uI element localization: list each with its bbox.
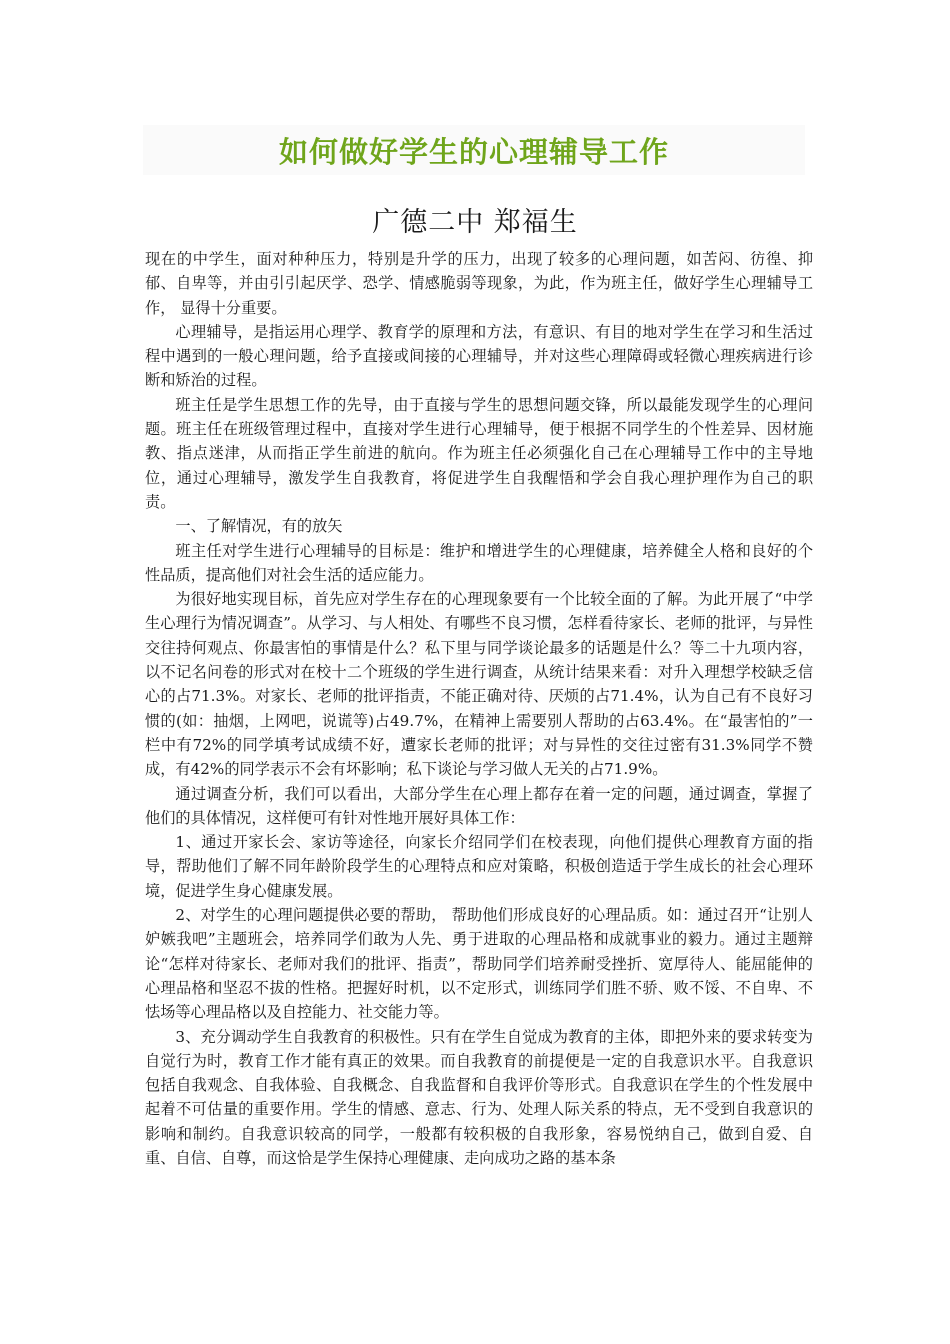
document-body (145, 247, 813, 1170)
paragraph: 3、充分调动学生自我教育的积极性。只有在学生自觉成为教育的主体，即把外来的要求转变为自觉行为时，教育工作才能有真正的效果。而自我教育的前提便是一定的自我意识水平。自我意识包括自我观念、自我体验、自我概念、自我监督和自我评价等形式。自我意识在学生的个性发展中起着不可估量的重要作用。学生的情感、意志、行为、处理人际关系的特点，无不受到自我意识的影响和制约。自我意识较高的同学，一般都有较积极的自我形象，容易悦纳自己，做到自爱、自重、自信、自尊，而这恰是学生保持心理健康、走向成功之路的基本条 (145, 1027, 813, 1167)
paragraph: 现在的中学生，面对种种压力，特别是升学的压力，出现了较多的心理问题，如苦闷、彷徨、抑郁、自卑等，并由引引起厌学、恐学、情感脆弱等现象，为此，作为班主任，做好学生心理辅导工作， 显得十分重要。 (145, 250, 813, 317)
paragraph: 为很好地实现目标，首先应对学生存在的心理现象要有一个比较全面的了解。为此开展了“中学生心理行为情况调查”。从学习、与人相处、有哪些不良习惯，怎样看待家长、老师的批评，与异性交往持何观点、你最害怕的事情是什么？私下里与同学谈论最多的话题是什么？等二十九项内容，以不记名问卷的形式对在校十二个班级的学生进行调查，从统计结果来看：对升入理想学校缺乏信心的占71.3%。对家长、老师的批评指责，不能正确对待、厌烦的占71.4%，认为自己有不良好习惯的(如：抽烟，上网吧，说谎等)占49.7%，在精神上需要别人帮助的占63.4%。在“最害怕的”一栏中有72%的同学填考试成绩不好，遭家长老师的批评；对与异性的交往过密有31.3%同学不赞成，有42%的同学表示不会有坏影响；私下谈论与学习做人无关的占71.9%。 (145, 590, 813, 779)
paragraph: 2、对学生的心理问题提供必要的帮助， 帮助他们形成良好的心理品质。如：通过召开“让别人妒嫉我吧”主题班会，培养同学们敢为人先、勇于进取的心理品格和成就事业的毅力。通过主题辩论“怎样对待家长、老师对我们的批评、指责”，帮助同学们培养耐受挫折、宽厚待人、能屈能伸的心理品格和坚忍不拔的性格。把握好时机，以不定形式，训练同学们胜不骄、败不馁、不自卑、不怯场等心理品格以及自控能力、社交能力等。 (145, 906, 813, 1022)
title-band (143, 125, 805, 175)
author-line: 广德二中 郑福生 (372, 207, 578, 238)
paragraph: 通过调查分析，我们可以看出，大部分学生在心理上都存在着一定的问题，通过调查，掌握了他们的具体情况，这样便可有针对性地开展好具体工作： (145, 784, 813, 827)
paragraph: 心理辅导，是指运用心理学、教育学的原理和方法，有意识、有目的地对学生在学习和生活过程中遇到的一般心理问题，给予直接或间接的心理辅导，并对这些心理障碍或轻微心理疾病进行诊断和矫治的过程。 (145, 322, 813, 390)
paragraph: 班主任对学生进行心理辅导的目标是：维护和增进学生的心理健康，培养健全人格和良好的个性品质，提高他们对社会生活的适应能力。 (145, 541, 813, 584)
paragraph: 1、通过开家长会、家访等途径，向家长介绍同学们在校表现，向他们提供心理教育方面的指导，帮助他们了解不同年龄阶段学生的心理特点和应对策略，积极创造适于学生成长的社会心理环境，促进学生身心健康发展。 (145, 833, 813, 900)
paragraph: 一、了解情况，有的放矢 (175, 517, 343, 536)
paragraph: 班主任是学生思想工作的先导，由于直接与学生的思想问题交锋，所以最能发现学生的心理问题。班主任在班级管理过程中，直接对学生进行心理辅导，便于根据不同学生的个性差异、因材施教、指点迷津，从而指正学生前进的航向。作为班主任必须强化自己在心理辅导工作中的主导地位，通过心理辅导，激发学生自我教育，将促进学生自我醒悟和学会自我心理护理作为自己的职责。 (145, 395, 813, 511)
page-title: 如何做好学生的心理辅导工作 (278, 134, 669, 169)
